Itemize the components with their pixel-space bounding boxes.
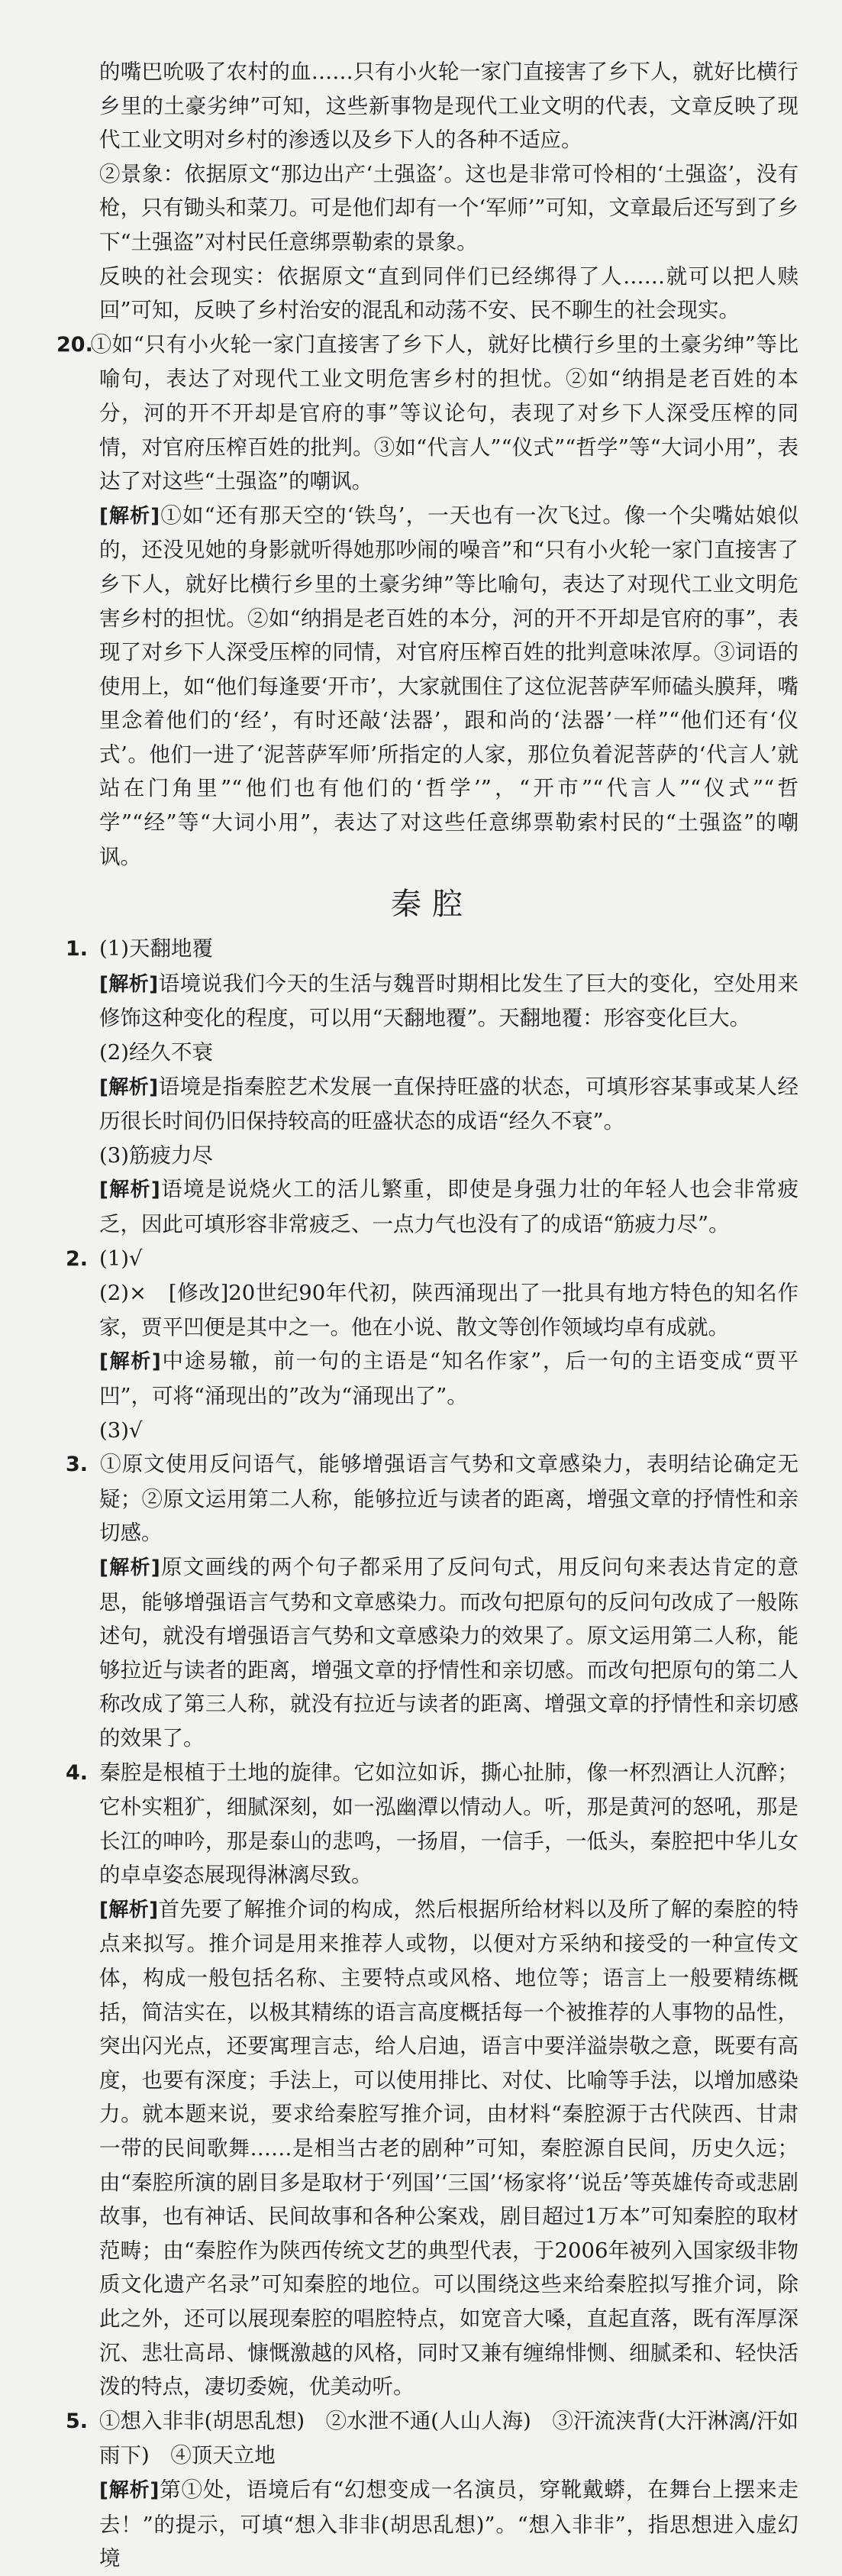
answer-text: 秦腔是根植于土地的旋律。它如泣如诉，撕心扯肺，像一杯烈酒让人沉醉；它朴实粗犷，细腻深刻，如一泓幽潭以情动人。听，那是黄河的怒吼，那是长江的呻吟，那是泰山的悲鸣，一扬眉，一信手，一低头，秦腔把中华儿女的卓卓姿态展现得淋漓尽致。 xyxy=(99,1760,798,1888)
question-number: 2. xyxy=(66,1246,89,1271)
answer-document xyxy=(56,55,798,2576)
question-1-analysis-3 xyxy=(66,1172,798,1241)
question-1-sub-3: (3)筋疲力尽 xyxy=(99,1143,213,1168)
analysis-text: 原文画线的两个句子都采用了反问句式，用反问句来表达肯定的意思，能够增强语言气势和文章感染力。而改句把原句的反问句改成了一般陈述句，就没有增强语言气势和文章感染力的效果了。原文运用第二人称，能够拉近与读者的距离，增强文章的抒情性和亲切感。而改句把原句的第二人称改成了第三人称，就没有拉近与读者的距离、增强文章的抒情性和亲切感的效果了。 xyxy=(99,1554,798,1750)
analysis-tag: [解析] xyxy=(99,1898,159,1921)
paragraph-intro-2: ②景象：依据原文“那边出产‘土强盗’。这也是非常可怜相的‘土强盗’，没有枪，只有锄头和菜刀。可是他们却有一个‘军师’”可知，文章最后还写到了乡下“土强盗”对村民任意绑票勒索的景象。 xyxy=(99,161,798,254)
question-1-sub-1 xyxy=(66,932,798,967)
analysis-tag: [解析] xyxy=(99,1556,160,1579)
analysis-tag: [解析] xyxy=(99,1178,160,1202)
analysis-tag: [解析] xyxy=(99,1075,159,1099)
paragraph-intro-1: 的嘴巴吮吸了农村的血……只有小火轮一家门直接害了乡下人，就好比横行乡里的土豪劣绅”可知，这些新事物是现代工业文明的代表，文章反映了现代工业文明对乡村的渗透以及乡下人的各种不适应。 xyxy=(99,60,798,153)
question-4-answer xyxy=(66,1756,798,1892)
answer-text: ①如“只有小火轮一家门直接害了乡下人，就好比横行乡里的土豪劣绅”等比喻句，表达了对现代工业文明危害乡村的担忧。②如“纳捐是老百姓的本分，河的开不开却是官府的事”等议论句，表现了对乡下人深受压榨的同情，对官府压榨百姓的批判。③如“代言人”“仪式”“哲学”等“大词小用”，表达了对这些“土强盗”的嘲讽。 xyxy=(90,331,798,494)
question-5-analysis xyxy=(66,2473,798,2576)
question-2-sub-3: (3)√ xyxy=(99,1417,143,1443)
question-1-analysis-1 xyxy=(66,967,798,1036)
question-3-answer xyxy=(66,1447,798,1550)
question-2-analysis xyxy=(66,1344,798,1413)
paragraph-intro-3: 反映的社会现实：依据原文“直到同伴们已经绑得了人……就可以把人赎回”可知，反映了乡村治安的混乱和动荡不安、民不聊生的社会现实。 xyxy=(99,263,798,323)
question-2-sub-2: (2)× [修改]20世纪90年代初，陕西涌现出了一批具有地方特色的知名作家，贾平凹便是其中之一。他在小说、散文等创作领域均卓有成就。 xyxy=(99,1281,798,1340)
question-20-answer xyxy=(56,328,798,499)
question-number: 20. xyxy=(56,332,93,357)
question-number: 1. xyxy=(66,937,89,962)
analysis-text: ①如“还有那天空的‘铁鸟’，一天也有一次飞过。像一个尖嘴姑娘似的，还没见她的身影就听得她那吵闹的噪音”和“只有小火轮一家门直接害了乡下人，就好比横行乡里的土豪劣绅”等比喻句，表达了对现代工业文明危害乡村的担忧。②如“纳捐是老百姓的本分，河的开不开却是官府的事”，表现了对乡下人深受压榨的同情，对官府压榨百姓的批判意味浓厚。③词语的使用上，如“他们每逢要‘开市’，大家就围住了这位泥菩萨军师磕头膜拜，嘴里念着他们的‘经’，有时还敲‘法器’，跟和尚的‘法器’一样”“他们还有‘仪式’。他们一进了‘泥菩萨军师’所指定的人家，那位负着泥菩萨的‘代言人’就站在门角里”“他们也有他们的‘哲学’”，“开市”“代言人”“仪式”“哲学”“经”等“大词小用”，表达了对这些任意绑票勒索村民的“土强盗”的嘲讽。 xyxy=(99,503,798,869)
analysis-tag: [解析] xyxy=(99,2478,160,2502)
sub-answer: (1)√ xyxy=(99,1246,143,1271)
question-number: 5. xyxy=(66,2409,89,2433)
question-5-answer xyxy=(66,2404,798,2473)
question-1-analysis-2 xyxy=(66,1070,798,1139)
analysis-text: 语境是指秦腔艺术发展一直保持旺盛的状态，可填形容某事或某人经历很长时间仍旧保持较高的旺盛状态的成语“经久不衰”。 xyxy=(99,1074,798,1134)
answer-text: ①想入非非(胡思乱想) ②水泄不通(人山人海) ③汗流浃背(大汗淋漓/汗如雨下) ④顶天立地 xyxy=(99,2408,798,2468)
question-4-analysis xyxy=(66,1892,798,2404)
analysis-tag: [解析] xyxy=(99,1350,161,1374)
analysis-text: 首先要了解推介词的构成，然后根据所给材料以及所了解的秦腔的特点来拟写。推介词是用来推荐人或物，以便对方采纳和接受的一种宣传文体，构成一般包括名称、主要特点或风格、地位等；语言上一般要精练概括，简洁实在，以极其精练的语言高度概括每一个被推荐的人事物的品性，突出闪光点，还要寓理言志，给人启迪，语言中要洋溢崇敬之意，既要有高度，也要有深度；手法上，可以使用排比、对仗、比喻等手法，以增加感染力。就本题来说，要求给秦腔写推介词，由材料“秦腔源于古代陕西、甘肃一带的民间歌舞……是相当古老的剧种”可知，秦腔源自民间，历史久远；由“秦腔所演的剧目多是取材于‘列国’‘三国’‘杨家将’‘说岳’等英雄传奇或悲剧故事，也有神话、民间故事和各种公案戏，剧目超过1万本”可知秦腔的取材范畴；由“秦腔作为陕西传统文艺的典型代表，于2006年被列入国家级非物质文化遗产名录”可知秦腔的地位。可以围绕这些来给秦腔拟写推介词，除此之外，还可以展现秦腔的唱腔特点，如宽音大嗓，直起直落，既有浑厚深沉、悲壮高昂、慷慨激越的风格，同时又兼有缠绵悱恻、细腻柔和、轻快活泼的特点，凄切委婉，优美动听。 xyxy=(99,1896,798,2400)
question-number: 4. xyxy=(66,1760,89,1785)
analysis-text: 中途易辙，前一句的主语是“知名作家”，后一句的主语变成“贾平凹”，可将“涌现出的”改为“涌现出了”。 xyxy=(99,1349,798,1408)
question-2-sub-1 xyxy=(66,1242,798,1277)
analysis-tag: [解析] xyxy=(99,504,160,528)
question-3-analysis xyxy=(66,1550,798,1756)
analysis-text: 语境说我们今天的生活与魏晋时期相比发生了巨大的变化，空处用来修饰这种变化的程度，可以用“天翻地覆”。天翻地覆：形容变化巨大。 xyxy=(99,971,798,1031)
section-title: 秦腔 xyxy=(391,887,473,923)
sub-answer: (1)天翻地覆 xyxy=(99,936,213,962)
analysis-text: 第①处，语境后有“幻想变成一名演员，穿靴戴蟒，在舞台上摆来走去！”的提示，可填“想入非非(胡思乱想)”。“想入非非”，指思想进入虚幻境 xyxy=(99,2477,798,2571)
question-number: 3. xyxy=(66,1453,89,1477)
analysis-text: 语境是说烧火工的活儿繁重，即使是身强力壮的年轻人也会非常疲乏，因此可填形容非常疲乏、一点力气也没有了的成语“筋疲力尽”。 xyxy=(99,1177,798,1236)
question-20-analysis xyxy=(66,499,798,874)
answer-text: ①原文使用反问语气，能够增强语言气势和文章感染力，表明结论确定无疑；②原文运用第二人称，能够拉近与读者的距离，增强文章的抒情性和亲切感。 xyxy=(99,1452,798,1546)
question-1-sub-2: (2)经久不衰 xyxy=(99,1040,213,1065)
analysis-tag: [解析] xyxy=(99,972,159,996)
